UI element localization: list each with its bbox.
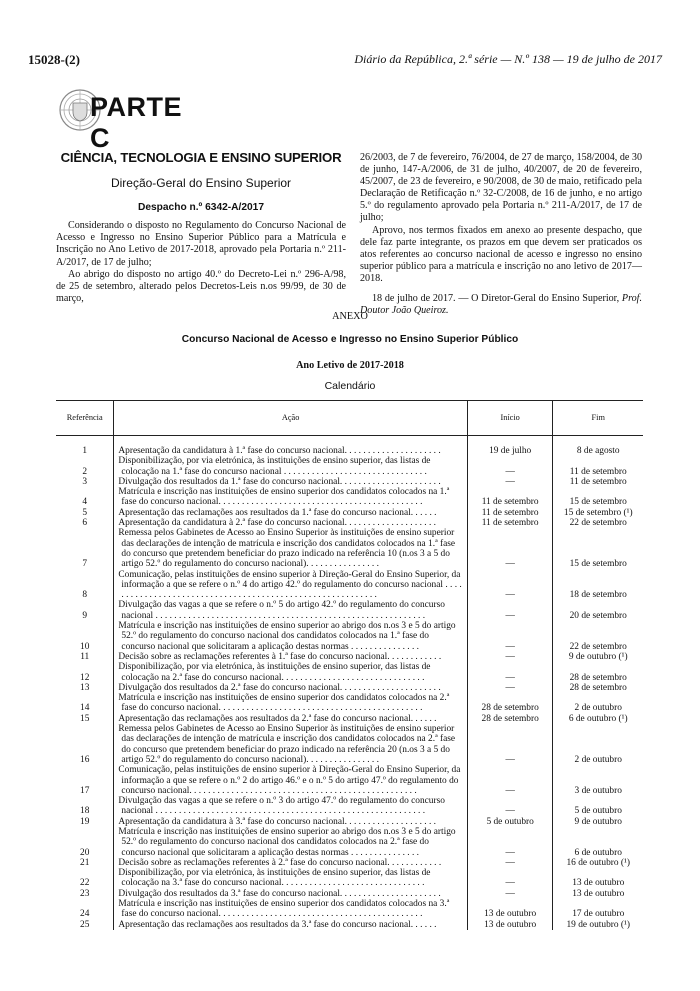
action-cell [114, 621, 467, 652]
table-row [56, 600, 643, 621]
start-cell [467, 621, 553, 652]
start-cell [467, 827, 553, 858]
reference-cell [56, 477, 114, 487]
end-cell-text: 16 de outubro (¹) [566, 857, 630, 868]
reference-cell [56, 487, 114, 508]
end-cell-text: 2 de outubro [574, 703, 622, 714]
start-cell [467, 570, 553, 601]
reference-cell [56, 899, 114, 920]
start-cell-text: — [505, 559, 515, 570]
reference-cell [56, 621, 114, 652]
reference-cell [56, 518, 114, 528]
action-cell [114, 487, 467, 508]
action-cell [114, 817, 467, 827]
table-row [56, 477, 643, 487]
start-cell [467, 920, 553, 930]
end-cell [553, 487, 643, 508]
end-cell-text: 9 de outubro [574, 816, 622, 827]
action-cell [114, 456, 467, 477]
reference-cell [56, 827, 114, 858]
table-row [56, 817, 643, 827]
start-cell-text: 28 de setembro [481, 713, 539, 724]
table-row [56, 652, 643, 662]
annex-title: Concurso Nacional de Acesso e Ingresso no Ensino Superior Público [181, 334, 519, 345]
start-cell [467, 858, 553, 868]
end-cell [553, 868, 643, 889]
reference-cell-text: 23 [80, 888, 90, 899]
reference-cell-text: 22 [80, 878, 90, 889]
start-cell-text: — [505, 466, 515, 477]
reference-cell [56, 570, 114, 601]
table-row [56, 858, 643, 868]
table-row [56, 796, 643, 817]
dispatch-title: Despacho n.º 6342-A/2017 [137, 202, 265, 214]
end-cell-text: 15 de setembro (¹) [563, 507, 633, 518]
reference-cell-text: 10 [80, 641, 90, 652]
table-header-row [56, 401, 643, 436]
start-cell [467, 796, 553, 817]
reference-cell [56, 889, 114, 899]
reference-cell-text: 12 [80, 672, 90, 683]
reference-cell-text: 9 [82, 610, 88, 621]
table-row [56, 868, 643, 889]
end-cell-text: 6 de outubro [574, 847, 622, 858]
end-cell-text: 5 de outubro [574, 806, 622, 817]
action-cell [114, 868, 467, 889]
start-cell-text: — [505, 641, 515, 652]
reference-cell-text: 25 [80, 919, 90, 930]
start-cell-text: 13 de outubro [484, 919, 537, 930]
action-cell-text: Apresentação das reclamações aos resultados da 1.ª fase do concurso nacional. . . . . . [118, 507, 437, 518]
end-cell [553, 600, 643, 621]
table-row [56, 899, 643, 920]
column-header-reference: Referência [56, 401, 114, 436]
table-row [56, 621, 643, 652]
start-cell [467, 889, 553, 899]
start-cell [467, 436, 553, 457]
table-row [56, 714, 643, 724]
end-cell-text: 11 de setembro [569, 466, 627, 477]
end-cell-text: 9 de outubro (¹) [568, 651, 628, 662]
start-cell-text: — [505, 785, 515, 796]
action-cell [114, 714, 467, 724]
part-heading [58, 88, 188, 153]
action-cell-text: Apresentação da candidatura à 3.ª fase do concurso nacional. . . . . . . . . . . . . . . . . . . . [118, 816, 436, 827]
start-cell-text: — [505, 857, 515, 868]
action-cell [114, 765, 467, 796]
end-cell-text: 3 de outubro [574, 785, 622, 796]
action-cell-text: Divulgação das vagas a que se refere o n.º 3 do artigo 47.º do regulamento do concurso nacional . . . . . . . . . . . . . . . . . . . . . . . . . . . . . . . . . . . . . . . . . . . . . . . . . . . . . . . . . . [118, 796, 445, 817]
action-cell-text: Apresentação da candidatura à 1.ª fase do concurso nacional. . . . . . . . . . . . . . . . . . . . . [118, 446, 441, 456]
reference-cell [56, 508, 114, 518]
reference-cell-text: 11 [80, 651, 90, 662]
reference-cell-text: 21 [80, 857, 90, 868]
reference-cell [56, 683, 114, 693]
start-cell [467, 487, 553, 508]
start-cell-text: 5 de outubro [486, 816, 534, 827]
end-cell [553, 889, 643, 899]
action-cell-text: Matrícula e inscrição nas instituições de ensino superior ao abrigo dos n.os 3 e 5 do artigo 52.º do regulamento do concurso nacional dos candidatos colocados na 2.ª fase do concurso nacional que solicitaram a aplicação destas normas . . . . . . . . . . . . . . . [118, 826, 456, 858]
end-cell [553, 724, 643, 765]
calendar-table [56, 400, 643, 930]
start-cell-text: 19 de julho [489, 446, 532, 456]
action-cell-text: Disponibilização, por via eletrónica, às instituições de ensino superior, das listas de colocação na 2.ª fase do concurso nacional. . . . . . . . . . . . . . . . . . . . . . . . . . . . . . . [118, 662, 431, 683]
start-cell-text: 13 de outubro [484, 909, 537, 920]
start-cell [467, 683, 553, 693]
action-cell [114, 477, 467, 487]
start-cell-text: — [505, 672, 515, 683]
annex-subtitle: Calendário [324, 380, 376, 392]
table-row [56, 889, 643, 899]
action-cell [114, 652, 467, 662]
end-cell-text: 13 de outubro [572, 888, 625, 899]
start-cell [467, 477, 553, 487]
end-cell [553, 817, 643, 827]
start-cell-text: — [505, 682, 515, 693]
page-number: 15028-(2) [28, 52, 80, 67]
paragraph: 26/2003, de 7 de fevereiro, 76/2004, de 27 de março, 158/2004, de 30 de junho, 147-A/2006, de 31 de julho, 40/2007, de 20 de fevereiro, 45/2007, de 23 de fevereiro, e 90/2008, de 30 de maio, retificado pela Declaração de Retificação n.º 32-C/2008, de 16 de junho, e no artigo 5.º do regulamento aprovado pela Portaria n.º 211-A/2017, de 17 de julho; [360, 152, 642, 224]
reference-cell [56, 528, 114, 569]
reference-cell-text: 17 [80, 785, 90, 796]
end-cell [553, 456, 643, 477]
end-cell-text: 28 de setembro [569, 672, 627, 683]
action-cell-text: Divulgação dos resultados da 1.ª fase do concurso nacional. . . . . . . . . . . . . . . . . . . . . . [118, 476, 441, 487]
start-cell [467, 765, 553, 796]
table-row [56, 827, 643, 858]
article-left-column [56, 152, 346, 305]
end-cell [553, 858, 643, 868]
end-cell-text: 13 de outubro [572, 878, 625, 889]
start-cell-text: 11 de setembro [481, 518, 539, 529]
table-row [56, 662, 643, 683]
part-title: PARTE C [90, 92, 183, 153]
reference-cell-text: 7 [82, 559, 88, 570]
reference-cell [56, 693, 114, 714]
journal-header: Diário da República, 2.ª série — N.º 138 — 19 de julho de 2017 [354, 52, 662, 66]
end-cell [553, 693, 643, 714]
reference-cell [56, 868, 114, 889]
end-cell-text: 28 de setembro [569, 682, 627, 693]
action-cell [114, 889, 467, 899]
paragraph: Ao abrigo do disposto no artigo 40.º do Decreto-Lei n.º 296-A/98, de 25 de setembro, alterado pelos Decretos-Leis n.os 99/99, de 30 de março, [56, 268, 346, 304]
annex-label: ANEXO [332, 311, 368, 322]
reference-cell-text: 2 [82, 466, 88, 477]
end-cell-text: 6 de outubro (¹) [568, 713, 628, 724]
action-cell-text: Divulgação dos resultados da 3.ª fase do concurso nacional. . . . . . . . . . . . . . . . . . . . . . [118, 888, 441, 899]
end-cell [553, 528, 643, 569]
reference-cell [56, 920, 114, 930]
table-row [56, 436, 643, 457]
reference-cell [56, 456, 114, 477]
start-cell-text: — [505, 806, 515, 817]
column-header-end: Fim [553, 401, 643, 436]
end-cell-text: 22 de setembro [569, 641, 627, 652]
column-header-action: Ação [114, 401, 467, 436]
column-header-start: Início [467, 401, 553, 436]
start-cell-text: — [505, 590, 515, 601]
start-cell [467, 652, 553, 662]
end-cell [553, 518, 643, 528]
reference-cell-text: 16 [80, 754, 90, 765]
start-cell-text: — [505, 847, 515, 858]
action-cell [114, 858, 467, 868]
start-cell-text: 11 de setembro [481, 507, 539, 518]
ministry-heading: CIÊNCIA, TECNOLOGIA E ENSINO SUPERIOR [60, 150, 342, 165]
reference-cell-text: 15 [80, 713, 90, 724]
start-cell [467, 714, 553, 724]
start-cell-text: — [505, 888, 515, 899]
action-cell-text: Remessa pelos Gabinetes de Acesso ao Ensino Superior às instituições de ensino superior das declarações de intenção de matrícula e inscrição dos candidatos colocados na 1.ª fase do concurso que pretendem beneficiar do prazo indicado na referência 10 (n.os 3 a 5 do artigo 52.º do regulamento do concurso nacional). . . . . . . . . . . . . . . . [118, 528, 456, 570]
table-row [56, 920, 643, 930]
start-cell [467, 817, 553, 827]
annex-year: Ano Letivo de 2017-2018 [296, 360, 404, 371]
action-cell [114, 683, 467, 693]
table-row [56, 570, 643, 601]
start-cell-text: — [505, 878, 515, 889]
end-cell [553, 899, 643, 920]
start-cell [467, 693, 553, 714]
action-cell [114, 662, 467, 683]
table-row [56, 693, 643, 714]
table-row [56, 683, 643, 693]
table-row [56, 724, 643, 765]
signature-date: 18 de julho de 2017. — O Diretor-Geral do Ensino Superior, [372, 293, 620, 305]
end-cell-text: 19 de outubro (¹) [566, 919, 630, 930]
reference-cell [56, 652, 114, 662]
reference-cell [56, 765, 114, 796]
action-cell-text: Comunicação, pelas instituições de ensino superior à Direção-Geral do Ensino Superior, da informação a que se refere o n.º 2 do artigo 46.º e o n.º 5 do artigo 47.º do regulamento do concurso nacional. . . . . . . . . . . . . . . . . . . . . . . . . . . . . . . . . . . . . . . . . . . . . . . . . [118, 765, 461, 796]
action-cell-text: Apresentação das reclamações aos resultados da 2.ª fase do concurso nacional. . . . . . [118, 713, 437, 724]
table-row [56, 765, 643, 796]
action-cell-text: Disponibilização, por via eletrónica, às instituições de ensino superior, das listas de colocação na 3.ª fase do concurso nacional. . . . . . . . . . . . . . . . . . . . . . . . . . . . . . . [118, 868, 431, 889]
action-cell-text: Matrícula e inscrição nas instituições de ensino superior dos candidatos colocados na 2.ª fase do concurso nacional. . . . . . . . . . . . . . . . . . . . . . . . . . . . . . . . . . . . . . . . . . . . [118, 693, 450, 714]
end-cell [553, 621, 643, 652]
action-cell-text: Matrícula e inscrição nas instituições de ensino superior dos candidatos colocados na 1.ª fase do concurso nacional. . . . . . . . . . . . . . . . . . . . . . . . . . . . . . . . . . . . . . . . . . . . [118, 487, 450, 508]
start-cell [467, 508, 553, 518]
reference-cell [56, 714, 114, 724]
start-cell [467, 528, 553, 569]
action-cell-text: Remessa pelos Gabinetes de Acesso ao Ensino Superior às instituições de ensino superior das declarações de intenção de matrícula e inscrição dos candidatos colocados na 2.ª fase do concurso que pretendem beneficiar do prazo indicado na referência 20 (n.os 3 a 5 do artigo 52.º do regulamento do concurso nacional). . . . . . . . . . . . . . . . [118, 724, 456, 765]
reference-cell-text: 5 [82, 507, 88, 518]
start-cell-text: — [505, 610, 515, 621]
article-right-column [360, 152, 642, 327]
action-cell-text: Matrícula e inscrição nas instituições de ensino superior dos candidatos colocados na 3.ª fase do concurso nacional. . . . . . . . . . . . . . . . . . . . . . . . . . . . . . . . . . . . . . . . . . . . [118, 899, 450, 920]
start-cell-text: — [505, 754, 515, 765]
end-cell-text: 8 de agosto [576, 446, 620, 456]
table-row [56, 508, 643, 518]
table-row [56, 528, 643, 569]
reference-cell-text: 20 [80, 847, 90, 858]
start-cell [467, 724, 553, 765]
action-cell-text: Decisão sobre as reclamações referentes à 2.ª fase do concurso nacional. . . . . . . . . . . . [118, 857, 442, 868]
action-cell [114, 920, 467, 930]
action-cell-text: Divulgação dos resultados da 2.ª fase do concurso nacional. . . . . . . . . . . . . . . . . . . . . . [118, 682, 441, 693]
signature-name: Prof. Doutor João Queiroz. [360, 293, 642, 317]
start-cell [467, 600, 553, 621]
end-cell-text: 18 de setembro [569, 590, 627, 601]
reference-cell-text: 4 [82, 497, 88, 508]
table-row [56, 487, 643, 508]
start-cell [467, 899, 553, 920]
start-cell [467, 868, 553, 889]
end-cell-text: 20 de setembro [569, 610, 627, 621]
reference-cell-text: 3 [82, 476, 88, 487]
reference-cell-text: 19 [80, 816, 90, 827]
paragraph: Considerando o disposto no Regulamento do Concurso Nacional de Acesso e Ingresso no Ensino Superior Público para a Matrícula e Inscrição no Ano Letivo de 2017-2018, aprovado pela Portaria n.º 211-A/2017, de 17 de julho; [56, 220, 346, 268]
start-cell [467, 518, 553, 528]
action-cell [114, 693, 467, 714]
end-cell [553, 920, 643, 930]
end-cell-text: 2 de outubro [574, 754, 622, 765]
action-cell-text: Apresentação das reclamações aos resultados da 3.ª fase do concurso nacional. . . . . . [118, 919, 437, 930]
action-cell-text: Divulgação das vagas a que se refere o n.º 5 do artigo 42.º do regulamento do concurso nacional . . . . . . . . . . . . . . . . . . . . . . . . . . . . . . . . . . . . . . . . . . . . . . . . . . . . . . . . . . [118, 600, 445, 621]
reference-cell-text: 13 [80, 682, 90, 693]
end-cell [553, 508, 643, 518]
reference-cell-text: 18 [80, 806, 90, 817]
action-cell-text: Matrícula e inscrição nas instituições de ensino superior ao abrigo dos n.os 3 e 5 do artigo 52.º do regulamento do concurso nacional dos candidatos colocados na 1.ª fase do concurso nacional que solicitaram a aplicação destas normas . . . . . . . . . . . . . . . [118, 621, 456, 652]
reference-cell [56, 817, 114, 827]
end-cell [553, 652, 643, 662]
end-cell-text: 11 de setembro [569, 476, 627, 487]
end-cell [553, 683, 643, 693]
action-cell-text: Apresentação da candidatura à 2.ª fase do concurso nacional. . . . . . . . . . . . . . . . . . . . [118, 518, 436, 529]
reference-cell-text: 1 [82, 446, 88, 456]
reference-cell [56, 724, 114, 765]
action-cell [114, 436, 467, 457]
action-cell [114, 528, 467, 569]
action-cell [114, 796, 467, 817]
end-cell [553, 765, 643, 796]
table-row [56, 518, 643, 528]
start-cell-text: 11 de setembro [481, 497, 539, 508]
end-cell [553, 477, 643, 487]
start-cell [467, 662, 553, 683]
action-cell [114, 827, 467, 858]
start-cell-text: — [505, 476, 515, 487]
action-cell-text: Comunicação, pelas instituições de ensino superior à Direção-Geral do Ensino Superior, da informação a que se refere o n.º 4 do artigo 42.º do regulamento do concurso nacional . . . . . . . . . . . . . . . . . . . . . . . . . . . . . . . . . . . . . . . . . . . . . . . . . . . . . . . . . . . [118, 569, 462, 601]
reference-cell [56, 796, 114, 817]
start-cell-text: 28 de setembro [481, 703, 539, 714]
reference-cell-text: 24 [80, 909, 90, 920]
action-cell-text: Decisão sobre as reclamações referentes à 1.ª fase do concurso nacional. . . . . . . . . . . . [118, 651, 442, 662]
reference-cell [56, 436, 114, 457]
end-cell-text: 22 de setembro [569, 518, 627, 529]
reference-cell-text: 6 [82, 518, 88, 529]
action-cell [114, 724, 467, 765]
end-cell [553, 827, 643, 858]
action-cell [114, 600, 467, 621]
end-cell [553, 436, 643, 457]
paragraph: Aprovo, nos termos fixados em anexo ao presente despacho, que dele faz parte integrante, os prazos em que devem ser praticados os atos referentes ao concurso nacional de acesso e ingresso no ensino superior público para a matrícula e inscrição no ano letivo de 2017—2018. [360, 224, 642, 284]
reference-cell-text: 8 [82, 590, 88, 601]
start-cell-text: — [505, 651, 515, 662]
end-cell-text: 15 de setembro [569, 559, 627, 570]
end-cell [553, 662, 643, 683]
department-heading: Direção-Geral do Ensino Superior [110, 176, 292, 191]
reference-cell-text: 14 [80, 703, 90, 714]
action-cell-text: Disponibilização, por via eletrónica, às instituições de ensino superior, das listas de colocação na 1.ª fase do concurso nacional . . . . . . . . . . . . . . . . . . . . . . . . . . . . . . . [118, 456, 431, 477]
end-cell [553, 796, 643, 817]
reference-cell [56, 662, 114, 683]
end-cell [553, 570, 643, 601]
action-cell [114, 508, 467, 518]
action-cell [114, 899, 467, 920]
reference-cell [56, 600, 114, 621]
end-cell-text: 15 de setembro [569, 497, 627, 508]
table-row [56, 456, 643, 477]
action-cell [114, 518, 467, 528]
calendar-body [56, 436, 643, 930]
end-cell-text: 17 de outubro [572, 909, 625, 920]
end-cell [553, 714, 643, 724]
reference-cell [56, 858, 114, 868]
action-cell [114, 570, 467, 601]
start-cell [467, 456, 553, 477]
